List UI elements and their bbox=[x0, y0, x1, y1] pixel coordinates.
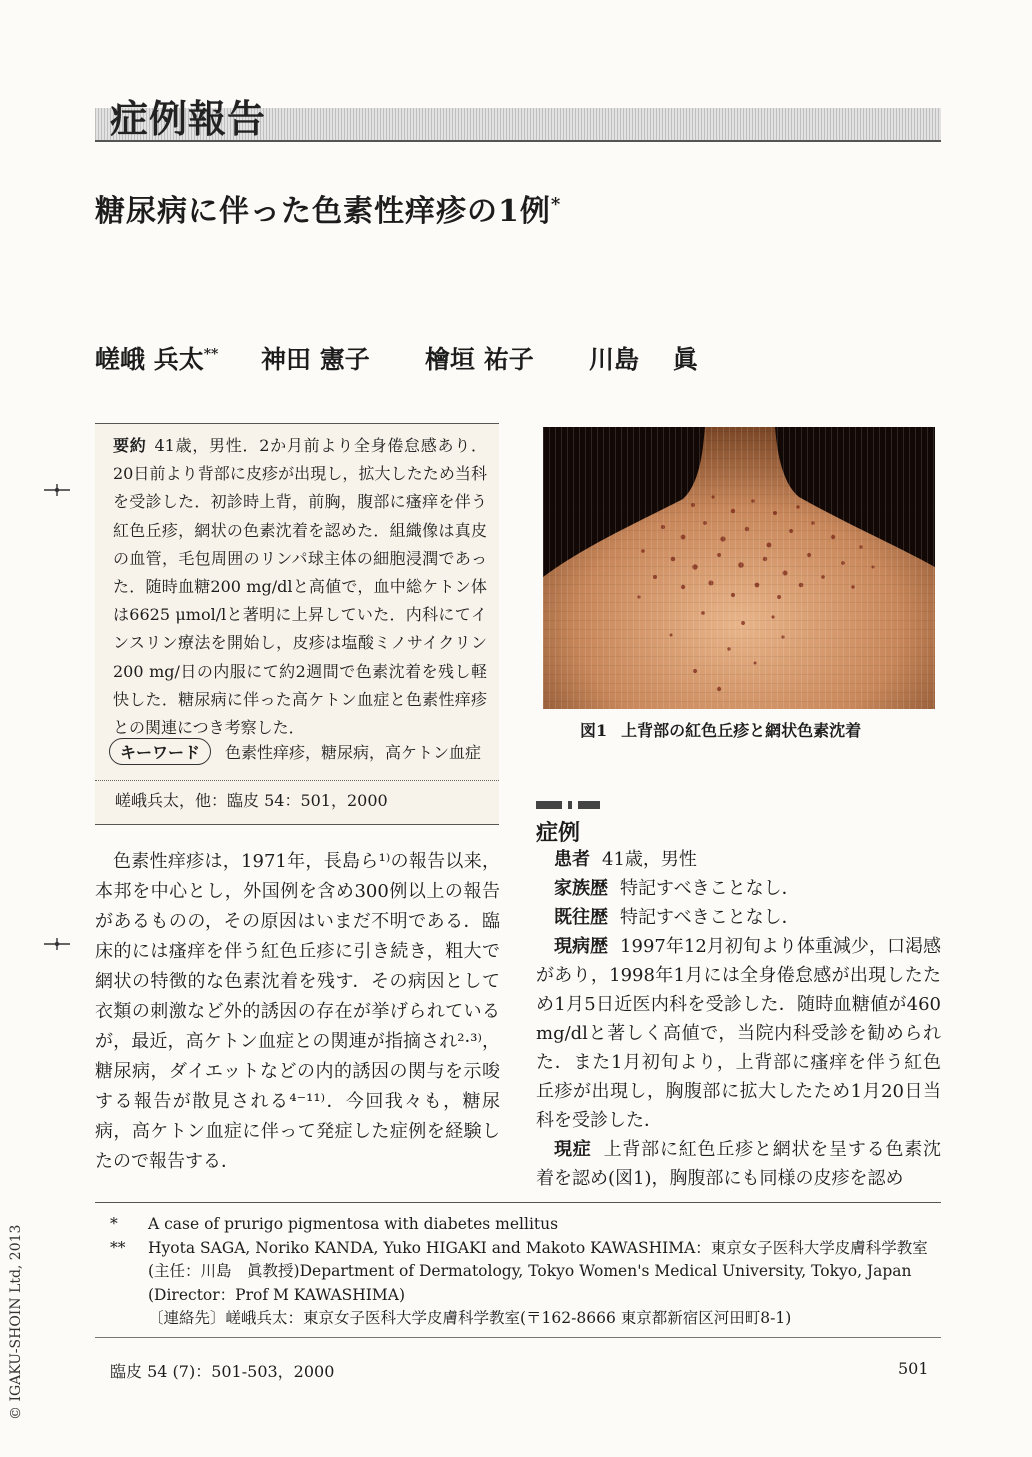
footnote-rule bbox=[95, 1202, 941, 1203]
figure-1-photo bbox=[543, 427, 935, 709]
section-ornament bbox=[536, 801, 604, 809]
case-item-present-illness: 現病歴 1997年12月初旬より体重減少，口渇感があり，1998年1月には全身倦怠感が出現したため1月5日近医内科を受診した．随時血糖値が460 mg/dlと著しく高値で，当院内科受診を勧められた．また1月初旬より，上背部に瘙痒を伴う紅色丘疹が出現し，胸腹部に拡大したため1月20日当科を受診した． bbox=[536, 936, 941, 1131]
abstract-box bbox=[95, 423, 499, 825]
footer-rule bbox=[95, 1337, 941, 1338]
case-body bbox=[536, 845, 941, 1193]
citation: 嵯峨兵太，他：臨皮 54：501，2000 bbox=[115, 791, 388, 810]
author-1-mark: ** bbox=[203, 346, 219, 363]
author-2: 神田 憲子 bbox=[261, 345, 370, 374]
abstract-body bbox=[113, 432, 487, 742]
author-4: 川島 眞 bbox=[589, 345, 698, 374]
case-item-past-history: 既往歴 特記すべきことなし． bbox=[554, 907, 800, 928]
footnote-contact: 〔連絡先〕嵯峨兵太：東京女子医科大学皮膚科学教室(〒162-8666 東京都新宿区河田町8-1) bbox=[148, 1309, 792, 1327]
keywords: 色素性痒疹，糖尿病，高ケトン血症 bbox=[225, 743, 482, 762]
abstract-divider bbox=[95, 780, 499, 781]
footnotes bbox=[110, 1213, 940, 1331]
back-skin-photo bbox=[543, 427, 935, 709]
case-item-findings: 現症 上背部に紅色丘疹と網状を呈する色素沈着を認め(図1)，胸腹部にも同様の皮疹を認め bbox=[536, 1139, 942, 1189]
title-text: 糖尿病に伴った色素性痒疹の1例 bbox=[95, 194, 551, 229]
registration-mark-icon bbox=[44, 484, 70, 496]
page-number: 501 bbox=[898, 1359, 929, 1378]
abstract-text: 41歳，男性．2か月前より全身倦怠感あり．20日前より背部に皮疹が出現し，拡大したため当科を受診した．初診時上背，前胸，腹部に瘙痒を伴う紅色丘疹，網状の色素沈着を認めた．組織像は真皮の血管，毛包周囲のリンパ球主体の細胞浸潤であった．随時血糖200 mg/dlと高値で，血中総ケトン体は6625 μmol/lと著明に上昇していた．内科にてインスリン療法を開始し，皮疹は塩酸ミノサイクリン200 mg/日の内服にて約2週間で色素沈着を残し軽快した．糖尿病に伴った高ケトン血症と色素性痒疹との関連につき考察した． bbox=[113, 436, 487, 738]
article-title bbox=[95, 186, 561, 230]
keyword-row bbox=[109, 738, 481, 765]
figure-caption bbox=[580, 718, 861, 741]
figure-caption-text: 上背部の紅色丘疹と網状色素沈着 bbox=[621, 721, 862, 740]
keyword-label: キーワード bbox=[109, 738, 211, 765]
author-3: 檜垣 祐子 bbox=[425, 345, 534, 374]
author-1: 嵯峨 兵太** bbox=[95, 345, 219, 374]
registration-mark-icon bbox=[44, 938, 70, 950]
footnote-2: ** Hyota SAGA, Noriko KANDA, Yuko HIGAKI and Makoto KAWASHIMA：東京女子医科大学皮膚科学教室(主任：川島 眞教授)Department of Dermatology, Tokyo Women's Medical University, Tokyo, Japan (Director：Prof M KAWASHIMA) bbox=[110, 1238, 928, 1304]
introduction-text: 色素性痒疹は，1971年，長島ら¹⁾の報告以来，本邦を中心とし，外国例を含め300例以上の報告があるものの，その原因はいまだ不明である．臨床的には瘙痒を伴う紅色丘疹に引き続き，粗大で網状の特徴的な色素沈着を残す．その病因として衣類の刺激など外的誘因の存在が挙げられているが，最近，高ケトン血症との関連が指摘され²·³⁾，糖尿病，ダイエットなどの内的誘因の関与を示唆する報告が散見される⁴⁻¹¹⁾．今回我々も，糖尿病，高ケトン血症に伴って発症した症例を経験したので報告する． bbox=[95, 851, 500, 1172]
copyright-notice: © IGAKU-SHOIN Ltd, 2013 bbox=[8, 1224, 24, 1420]
case-heading: 症例 bbox=[536, 820, 581, 846]
footnote-1: * A case of prurigo pigmentosa with diabetes mellitus bbox=[110, 1215, 559, 1233]
section-label: 症例報告 bbox=[110, 97, 267, 141]
title-footnote-mark: * bbox=[550, 194, 562, 215]
abstract-label: 要約 bbox=[113, 436, 147, 455]
journal-reference: 臨皮 54 (7)：501-503，2000 bbox=[110, 1362, 335, 1381]
case-item-patient: 患者 41歳，男性 bbox=[554, 849, 697, 870]
case-item-family-history: 家族歴 特記すべきことなし． bbox=[554, 878, 800, 899]
figure-label: 図1 bbox=[580, 721, 608, 740]
